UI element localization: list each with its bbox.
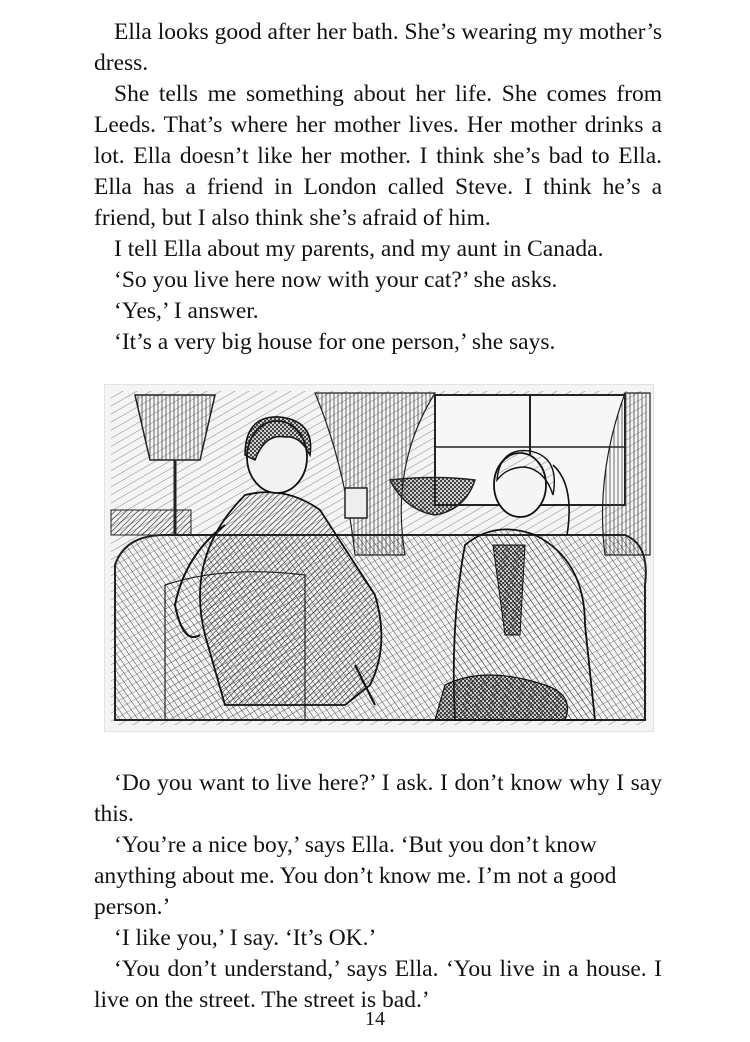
books (111, 510, 191, 535)
paragraph: I tell Ella about my parents, and my aunt in Canada. (114, 236, 604, 262)
paragraph: ‘You’re a nice boy,’ says Ella. ‘But you don’t know anything about me. You don’t know me. I’m not a good person.’ (94, 832, 617, 920)
paragraph: ‘You don’t understand,’ says Ella. ‘You live in a house. I live on the street. The street is bad.’ (94, 956, 662, 1013)
paragraph: ‘Yes,’ I answer. (114, 298, 259, 324)
paragraph: ‘Do you want to live here?’ I ask. I don’t know why I say this. (94, 770, 662, 827)
text-block-top (94, 17, 662, 358)
page-number: 14 (365, 1008, 385, 1030)
photo-frame (345, 488, 367, 518)
lamp-shade (135, 395, 215, 460)
text-block-bottom (94, 768, 662, 1016)
paragraph: Ella looks good after her bath. She’s wearing my mother’s dress. (94, 19, 662, 76)
paragraph: ‘It’s a very big house for one person,’ she says. (114, 329, 556, 355)
illustration-drawing (105, 385, 653, 731)
paragraph: ‘So you live here now with your cat?’ she asks. (114, 267, 558, 293)
paragraph: ‘I like you,’ I say. ‘It’s OK.’ (114, 925, 377, 951)
paragraph: She tells me something about her life. She comes from Leeds. That’s where her mother lives. Her mother drinks a lot. Ella doesn’t like her mother. I think she’s bad to Ella. Ella has a friend in London called Steve. I think he’s a friend, but I also think she’s afraid of him. (94, 81, 662, 231)
story-illustration (104, 384, 654, 732)
